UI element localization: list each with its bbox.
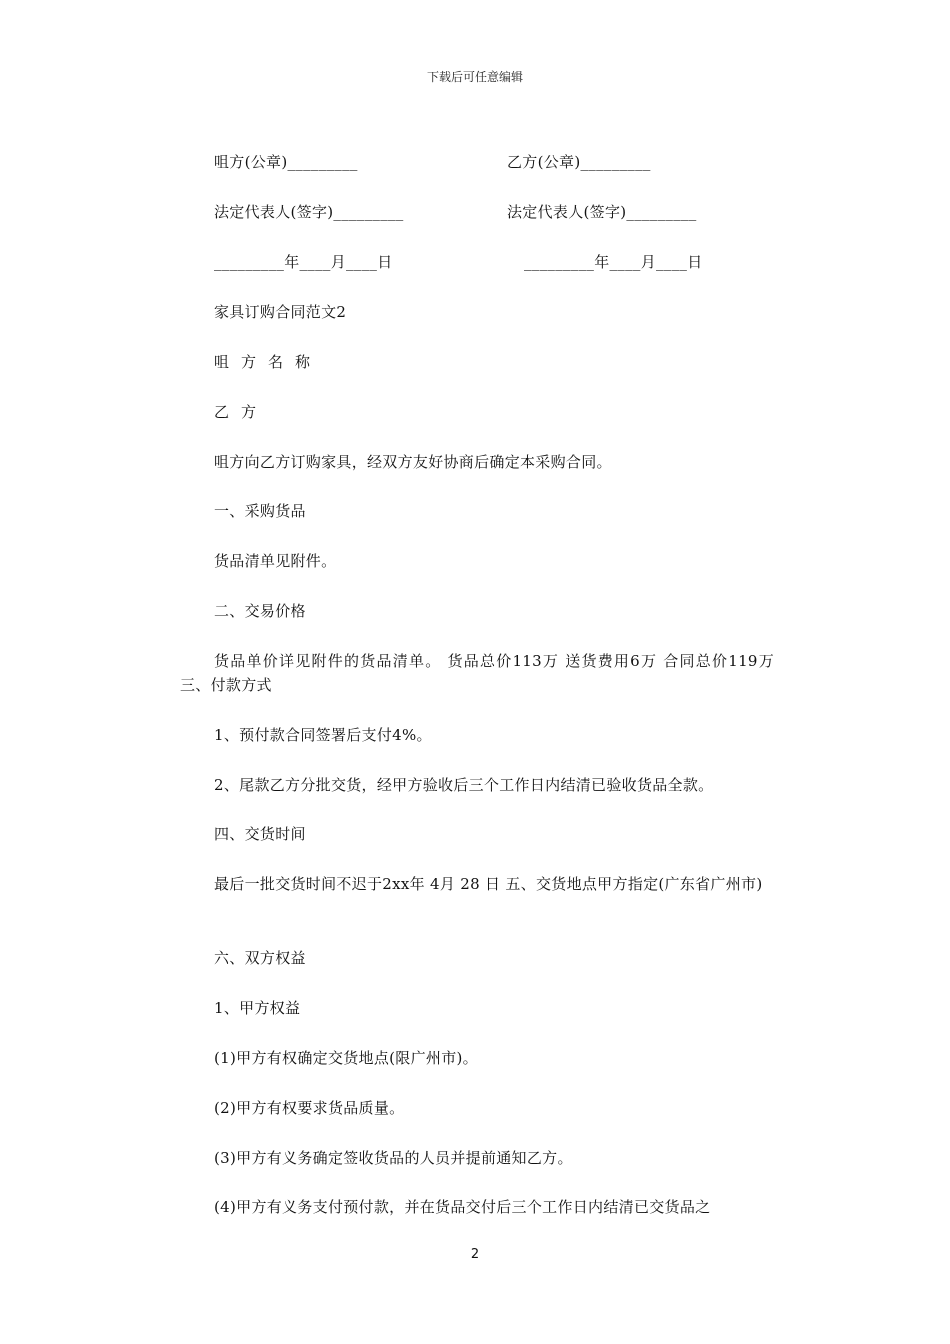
party-a-seal-line: 咀方(公章)_________	[214, 153, 358, 171]
section-1-heading: 一、采购货品	[214, 502, 306, 520]
intro-paragraph: 咀方向乙方订购家具，经双方友好协商后确定本采购合同。	[214, 453, 612, 471]
party-a-name-label: 咀方名称	[214, 353, 323, 371]
section-2-paragraph: 货品单价详见附件的货品清单。 货品总价113万 送货费用6万 合同总价119万 三、付款方式	[180, 652, 774, 694]
section-1-text: 货品清单见附件。	[214, 552, 337, 570]
party-b-seal-line: 乙方(公章)_________	[507, 153, 651, 171]
party-b-representative-line: 法定代表人(签字)_________	[507, 203, 697, 221]
page-number: 2	[470, 1247, 480, 1262]
party-b-label: 乙方	[214, 403, 269, 421]
section-6-item-1: (1)甲方有权确定交货地点(限广州市)。	[214, 1049, 478, 1067]
party-a-date-line: _________年____月____日	[214, 253, 393, 271]
document-title: 家具订购合同范文2	[214, 303, 347, 321]
party-b-date-line: _________年____月____日	[524, 253, 703, 271]
section-6-item-3: (3)甲方有义务确定签收货品的人员并提前通知乙方。	[214, 1149, 573, 1167]
section-4-paragraph: 最后一批交货时间不迟于2xx年 4月 28 日 五、交货地点甲方指定(广东省广州市)	[214, 875, 763, 893]
section-6-heading: 六、双方权益	[214, 949, 306, 967]
page-header-note: 下载后可任意编辑	[426, 70, 523, 84]
party-a-representative-line: 法定代表人(签字)_________	[214, 203, 404, 221]
section-4-heading: 四、交货时间	[214, 825, 306, 843]
section-3-item-2: 2、尾款乙方分批交货，经甲方验收后三个工作日内结清已验收货品全款。	[214, 776, 714, 794]
section-6-subheading-1: 1、甲方权益	[214, 999, 301, 1017]
section-3-item-1: 1、预付款合同签署后支付4%。	[214, 726, 432, 744]
section-6-item-2: (2)甲方有权要求货品质量。	[214, 1099, 405, 1117]
section-2-heading: 二、交易价格	[214, 602, 306, 620]
section-6-item-4: (4)甲方有义务支付预付款，并在货品交付后三个工作日内结清已交货品之	[214, 1198, 711, 1216]
